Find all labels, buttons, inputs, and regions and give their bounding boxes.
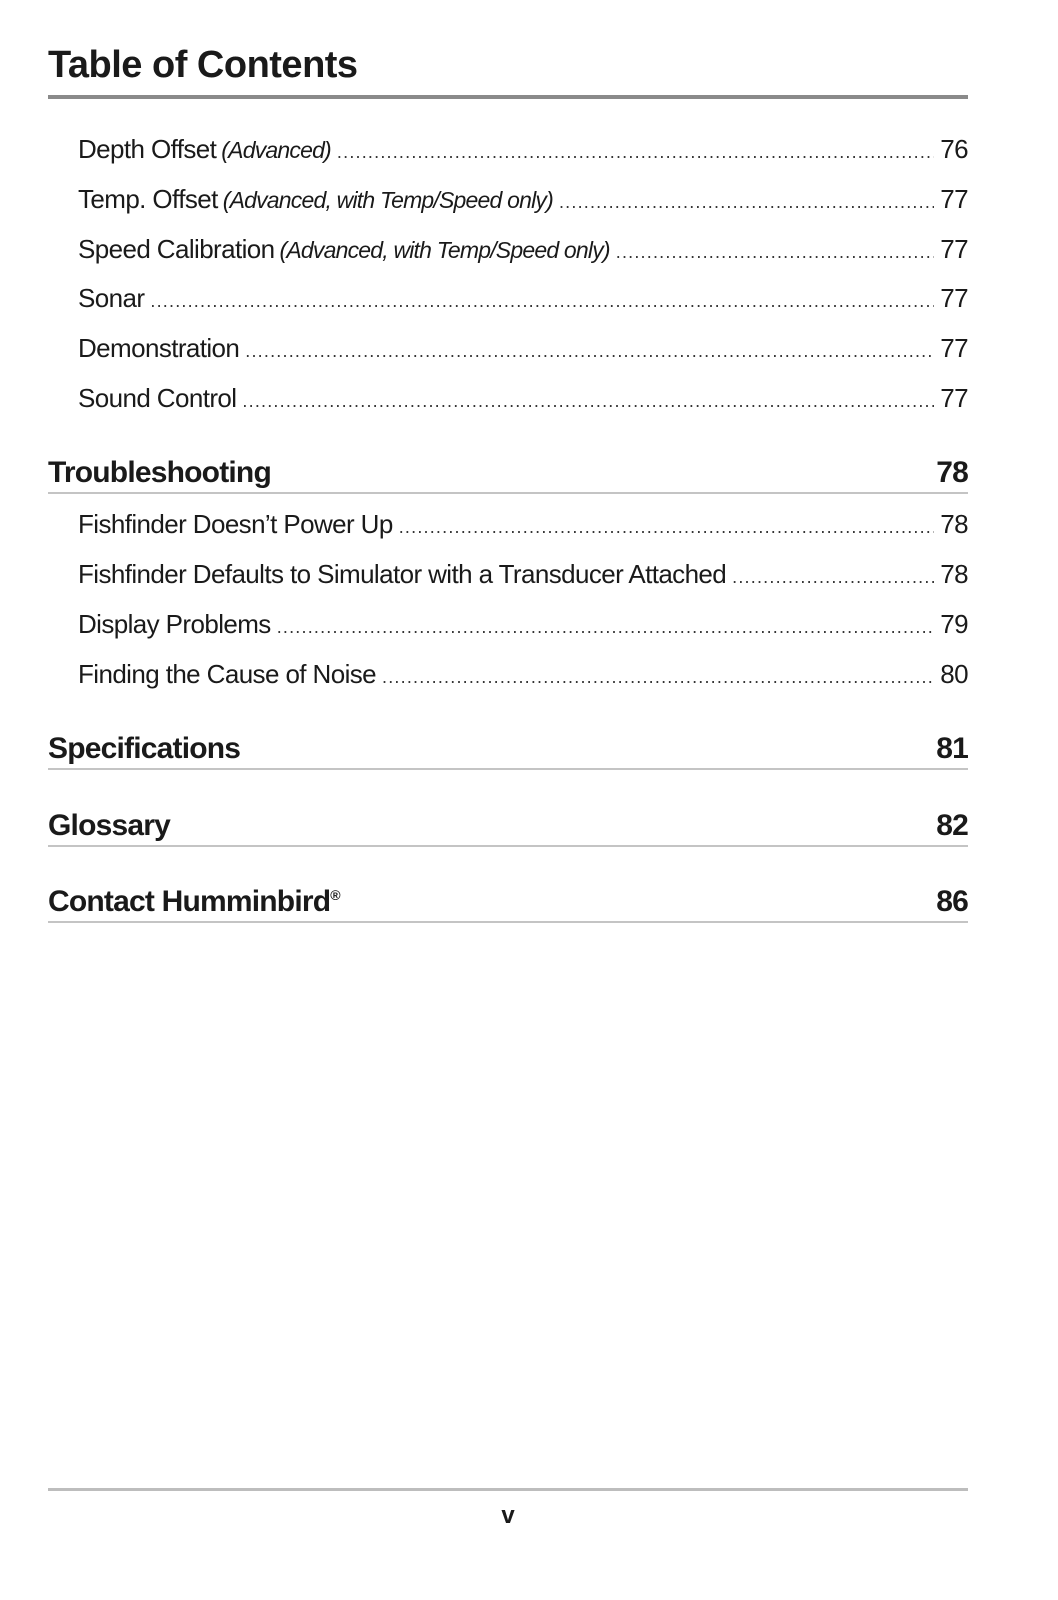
dot-leader xyxy=(277,617,935,638)
section-label: Contact Humminbird xyxy=(48,885,331,918)
entry-note: (Advanced, with Temp/Speed only) xyxy=(222,187,553,213)
toc-entry[interactable] xyxy=(78,559,968,593)
entry-page: 77 xyxy=(940,383,968,413)
dot-leader xyxy=(559,192,934,213)
entry-page: 77 xyxy=(940,333,968,363)
dot-leader xyxy=(242,391,934,412)
section-label: Glossary xyxy=(48,809,171,842)
footer-divider xyxy=(48,1488,968,1491)
toc-entry[interactable] xyxy=(78,333,968,367)
registered-mark: ® xyxy=(330,887,340,903)
entry-label: Finding the Cause of Noise xyxy=(78,659,377,689)
entry-page: 76 xyxy=(940,134,968,164)
page-title: Table of Contents xyxy=(48,44,358,86)
toc-entry[interactable] xyxy=(78,283,968,317)
section-specifications[interactable] xyxy=(48,732,968,770)
toc-entry[interactable] xyxy=(78,134,968,168)
section-glossary[interactable] xyxy=(48,809,968,847)
toc-entry[interactable] xyxy=(78,234,968,268)
entry-note: (Advanced) xyxy=(221,137,331,163)
entry-label: Depth Offset xyxy=(78,134,217,164)
entry-label: Fishfinder Defaults to Simulator with a Transducer Attached xyxy=(78,559,727,589)
section-page: 82 xyxy=(936,809,968,842)
dot-leader xyxy=(150,291,934,312)
entry-note: (Advanced, with Temp/Speed only) xyxy=(279,237,610,263)
entry-page: 77 xyxy=(940,234,968,264)
entry-page: 78 xyxy=(940,509,968,539)
section-contact[interactable] xyxy=(48,885,968,923)
entry-page: 80 xyxy=(940,659,968,689)
dot-leader xyxy=(245,341,934,362)
toc-entry[interactable] xyxy=(78,383,968,417)
entry-label: Fishfinder Doesn’t Power Up xyxy=(78,509,393,539)
toc-entry[interactable] xyxy=(78,659,968,693)
dot-leader xyxy=(616,242,935,263)
dot-leader xyxy=(337,142,934,163)
section-page: 81 xyxy=(936,732,968,765)
section-page: 86 xyxy=(936,885,968,918)
dot-leader xyxy=(382,667,934,688)
toc-entry[interactable] xyxy=(78,509,968,543)
dot-leader xyxy=(732,567,934,588)
entry-page: 77 xyxy=(940,184,968,214)
section-page: 78 xyxy=(936,456,968,489)
entry-label: Temp. Offset xyxy=(78,184,218,214)
entry-label: Display Problems xyxy=(78,609,271,639)
dot-leader xyxy=(399,517,935,538)
entry-page: 77 xyxy=(940,283,968,313)
section-label: Specifications xyxy=(48,732,241,765)
toc-entry[interactable] xyxy=(78,184,968,218)
entry-label: Sound Control xyxy=(78,383,237,413)
entry-label: Demonstration xyxy=(78,333,240,363)
entry-label: Speed Calibration xyxy=(78,234,275,264)
page-number: v xyxy=(501,1502,515,1529)
title-divider xyxy=(48,95,968,99)
toc-entry[interactable] xyxy=(78,609,968,643)
entry-page: 79 xyxy=(940,609,968,639)
entry-label: Sonar xyxy=(78,283,145,313)
section-label: Troubleshooting xyxy=(48,456,271,489)
section-troubleshooting[interactable] xyxy=(48,456,968,494)
entry-page: 78 xyxy=(940,559,968,589)
